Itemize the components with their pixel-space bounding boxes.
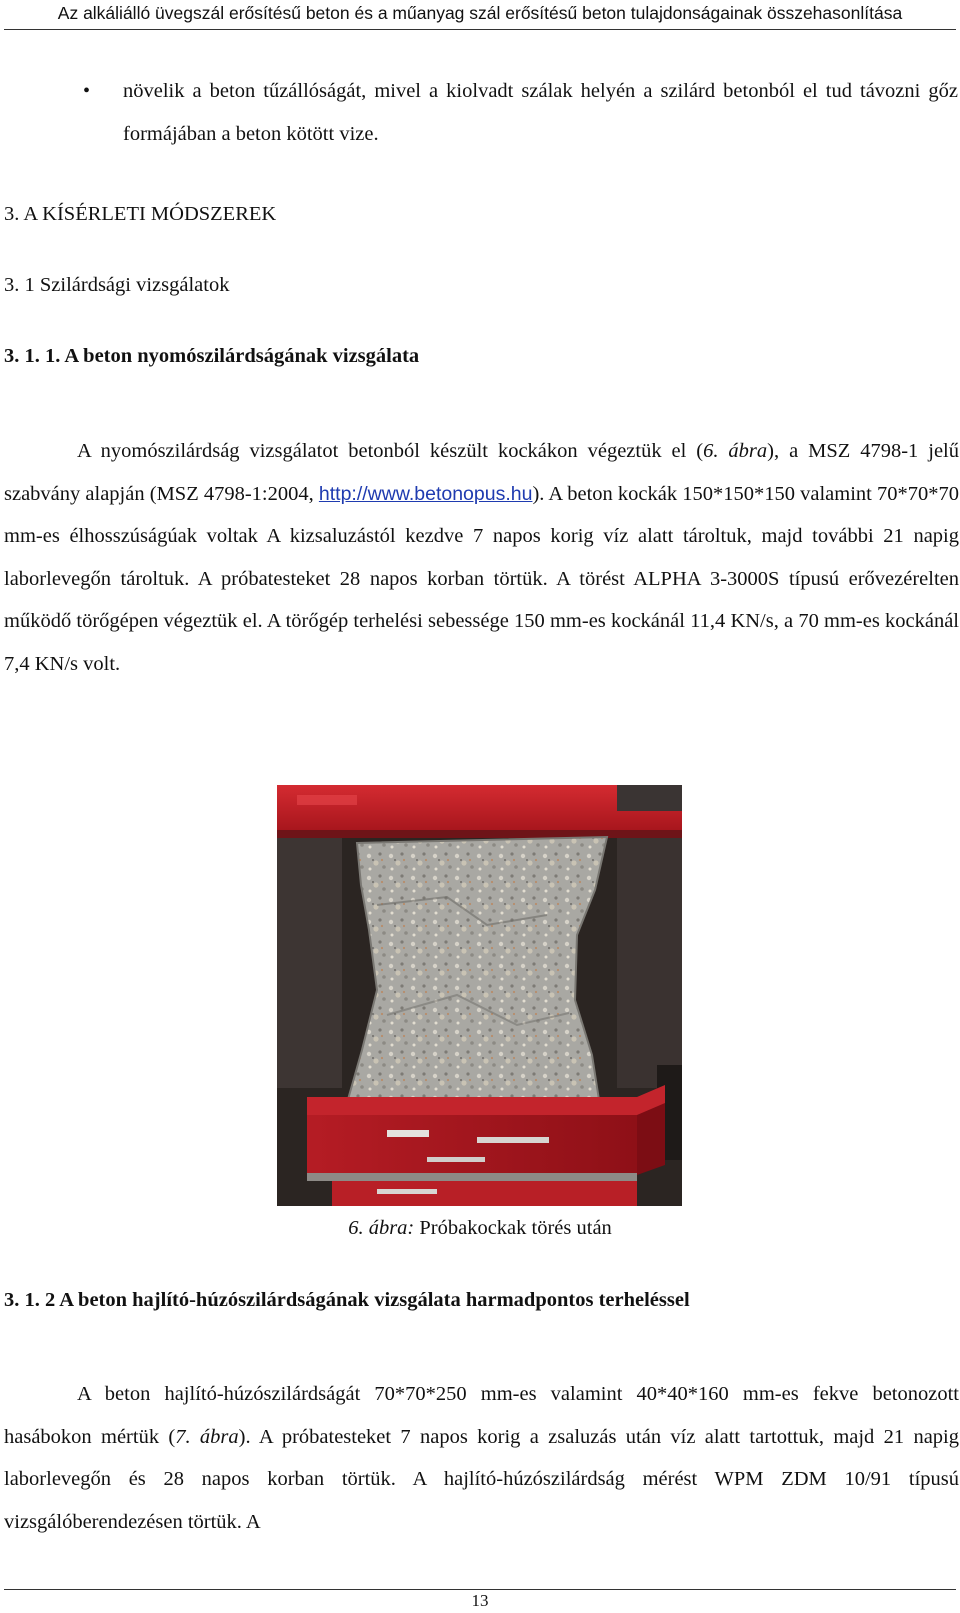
bullet-icon: • bbox=[83, 80, 91, 102]
subsubsection-heading-compressive: 3. 1. 1. A beton nyomószilárdságának vizsgálata bbox=[4, 345, 420, 367]
paragraph-flexural-test bbox=[4, 1373, 959, 1543]
page-number: 13 bbox=[471, 1591, 489, 1610]
subsection-heading: 3. 1 Szilárdsági vizsgálatok bbox=[4, 274, 230, 296]
figure-6-caption bbox=[0, 1214, 960, 1242]
bullet-text: növelik a beton tűzállóságát, mivel a kiolvadt szálak helyén a szilárd betonból el tud távozni gőz formájában a beton kötött vize. bbox=[123, 80, 958, 145]
paragraph-2-part-a: A beton hajlító-húzószilárdságát 70*70*250 mm-es valamint 40*40*160 mm-es fekve betonozott hasábokon mértük ( bbox=[4, 1383, 959, 1448]
betonopus-link[interactable]: http://www.betonopus.hu bbox=[318, 482, 533, 505]
section-heading: 3. A KÍSÉRLETI MÓDSZEREK bbox=[4, 203, 277, 225]
figure-6-reference: 6. ábra bbox=[703, 440, 768, 462]
figure-6-label: 6. ábra: bbox=[348, 1217, 415, 1239]
paragraph-1-part-c: ). A beton kockák 150*150*150 valamint 70*70*70 mm-es élhosszúságúak voltak A kizsaluzástól kezdve 7 napos korig víz alatt tároltuk, majd további 21 napig laborlevegőn tároltuk. A próbatesteket 28 napos korban törtük. A törést ALPHA 3-3000S típusú erővezérelten működő törőgépen végeztük el. A törőgép terhelési sebessége 150 mm-es kockánál 11,4 KN/s, a 70 mm-es kockánál 7,4 KN/s volt. bbox=[4, 482, 959, 675]
figure-6-caption-text: Próbakockak törés után bbox=[414, 1217, 612, 1239]
figure-7-reference: 7. ábra bbox=[175, 1425, 239, 1448]
paragraph-1-part-a: A nyomószilárdság vizsgálatot betonból készült kockákon végeztük el ( bbox=[77, 440, 704, 462]
footer-rule bbox=[4, 1589, 956, 1590]
bullet-item bbox=[83, 70, 958, 156]
paragraph-2-part-b: ). A próbatesteket 7 napos korig a zsaluzás után víz alatt tartottuk, majd 21 napig laborlevegőn és 28 napos korban törtük. A hajlító-húzószilárdság mérést WPM ZDM 10/91 típusú vizsgálóberendezésen törtük. A bbox=[4, 1425, 960, 1533]
paragraph-1-part-b: ), a MSZ 4798-1 jelű szabvány alapján (MSZ 4798-1:2004, bbox=[4, 440, 959, 505]
running-header: Az alkáliálló üvegszál erősítésű beton és a műanyag szál erősítésű beton tulajdonságainak összehasonlítása bbox=[57, 3, 903, 23]
header-rule bbox=[4, 29, 956, 30]
subsubsection-heading-flexural: 3. 1. 2 A beton hajlító-húzószilárdságának vizsgálata harmadpontos terheléssel bbox=[4, 1289, 690, 1311]
test-cube-photo-illustration bbox=[277, 785, 682, 1206]
paragraph-compressive-test bbox=[4, 430, 959, 685]
figure-6-photo bbox=[277, 785, 682, 1206]
